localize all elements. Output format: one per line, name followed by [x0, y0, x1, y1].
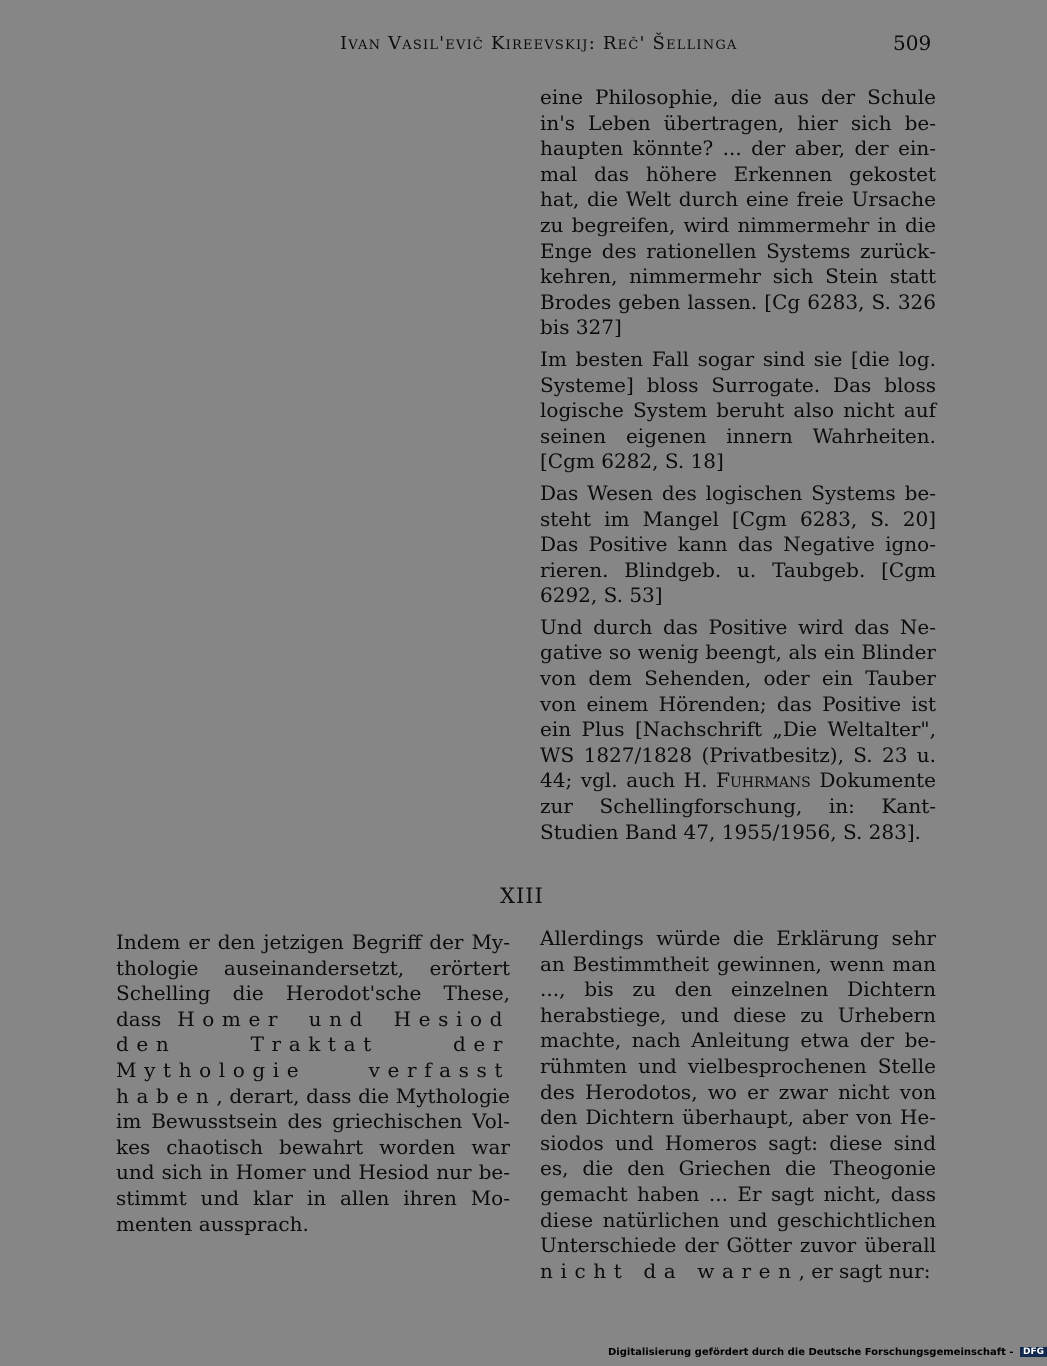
- quote-paragraph-4: [540, 615, 936, 845]
- schelling-quote-emphasis: nicht da waren: [540, 1258, 799, 1283]
- quote-paragraph-1: eine Philosophie, die aus der Schule in's Leben übertragen, hier sich behaupten könnte? ... der aber, der einmal das höhere Erkennen gekostet hat, die Welt durch eine freie Ursache zu begreifen, wird nimmermehr in die Enge des rationellen Systems zurückkehren, nimmermehr sich Stein statt Brodes geben lassen. [Cg 6283, S. 326 bis 327]: [540, 85, 936, 340]
- commentary-text-1: Indem er den jetzigen Begriff der Mythologie auseinandersetzt, erörtert Schelling die Herodot'sche These, dass: [116, 930, 510, 1031]
- footer-text: Digitalisierung gefördert durch die Deutsche Forschungsgemeinschaft -: [608, 1347, 1014, 1358]
- schelling-quote-paragraph: [540, 926, 936, 1284]
- section-heading: XIII: [500, 884, 544, 908]
- dfg-logo: DFG: [1020, 1347, 1047, 1357]
- page-number: 509: [893, 31, 932, 55]
- commentary-paragraph: [116, 930, 510, 1237]
- schelling-quote-text-1: Allerdings würde die Erklärung sehr an Bestimmtheit gewinnen, wenn man ..., bis zu den einzelnen Dichtern herabstiege, und diese zu Urhebern machte, nach Anleitung etwa der berühmten und vielbesprochenen Stelle des Herodotos, wo er zwar nicht von den Dichtern überhaupt, aber von Hesiodos und Homeros sagt: diese sind es, die den Griechen die Theogonie gemacht haben ... Er sagt nicht, dass diese natürlichen und geschichtlichen Unterschiede der Götter zuvor überall: [540, 926, 936, 1258]
- digitization-footer: [608, 1347, 1047, 1358]
- commentary-column: [116, 930, 510, 1243]
- running-header-title: Ivan Vasil'evič Kireevskij: Reč' Šellinga: [340, 33, 738, 54]
- quotation-column: [540, 85, 936, 851]
- quote-paragraph-4-text-a: Und durch das Positive wird das Negative so wenig beengt, als ein Blinder von dem Sehenden, oder ein Tauber von einem Hörenden; das Positive ist ein Plus [Nachschrift „Die Weltalter", WS 1827/1828 (Privatbesitz), S. 23 u. 44; vgl. auch H.: [540, 614, 936, 793]
- schelling-quote-text-2: , er sagt nur:: [798, 1258, 931, 1283]
- quote-paragraph-3: Das Wesen des logischen Systems besteht im Mangel [Cgm 6283, S. 20] Das Positive kann das Negative ignorieren. Blindgeb. u. Taubgeb. [Cgm 6292, S. 53]: [540, 480, 936, 608]
- quote-paragraph-2: Im besten Fall sogar sind sie [die log. Systeme] bloss Surrogate. Das bloss logische System beruht also nicht auf seinen eigenen innern Wahrheiten. [Cgm 6282, S. 18]: [540, 346, 936, 474]
- commentary-emphasis: Homer und Hesiod den Traktat der Mythologie verfasst haben: [116, 1006, 510, 1108]
- commentary-text-2: , derart, dass die Mythologie im Bewusstsein des griechischen Volkes chaotisch bewahrt worden war und sich in Homer und Hesiod nur bestimmt und klar in allen ihren Momenten aussprach.: [116, 1083, 510, 1236]
- author-name: Fuhrmans: [716, 768, 811, 793]
- schelling-quote-column: [540, 926, 936, 1290]
- quote-paragraph-4-text-b: Dokumente zur Schellingforschung, in: Kant-Studien Band 47, 1955/1956, S. 283].: [540, 768, 937, 844]
